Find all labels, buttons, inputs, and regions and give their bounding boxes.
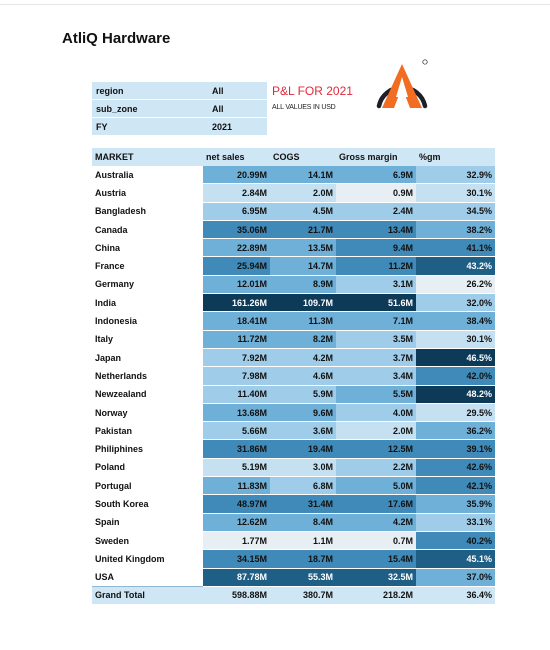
cogs-cell: 11.3M (270, 312, 336, 330)
cogs-cell: 8.2M (270, 330, 336, 348)
cogs-cell: 2.0M (270, 184, 336, 202)
net-sales-cell: 18.41M (203, 312, 270, 330)
top-divider (0, 4, 550, 5)
cogs-cell: 8.9M (270, 275, 336, 293)
net-sales-cell: 12.01M (203, 275, 270, 293)
market-cell: Canada (92, 220, 203, 238)
filter-row[interactable] (92, 82, 267, 100)
gross-margin-cell: 3.1M (336, 275, 416, 293)
cogs-cell: 4.5M (270, 202, 336, 220)
filter-value[interactable]: All (208, 82, 267, 100)
gm-pct-cell: 41.1% (416, 239, 495, 257)
cogs-cell: 14.7M (270, 257, 336, 275)
market-cell: South Korea (92, 495, 203, 513)
column-header-cogs[interactable]: COGS (270, 148, 336, 166)
gross-margin-cell: 3.5M (336, 330, 416, 348)
market-cell: France (92, 257, 203, 275)
net-sales-cell: 48.97M (203, 495, 270, 513)
atliq-logo-icon (374, 55, 430, 113)
net-sales-cell: 12.62M (203, 513, 270, 531)
table-row[interactable] (92, 166, 495, 184)
column-header-gross-margin[interactable]: Gross margin (336, 148, 416, 166)
net-sales-cell: 2.84M (203, 184, 270, 202)
table-row[interactable] (92, 239, 495, 257)
cogs-cell: 21.7M (270, 220, 336, 238)
net-sales-cell: 11.40M (203, 385, 270, 403)
gm-pct-cell: 37.0% (416, 568, 495, 586)
cogs-cell: 6.8M (270, 477, 336, 495)
gross-margin-cell: 13.4M (336, 220, 416, 238)
market-cell: Sweden (92, 531, 203, 549)
table-row[interactable] (92, 513, 495, 531)
gm-pct-cell: 29.5% (416, 403, 495, 421)
filter-value[interactable]: All (208, 100, 267, 118)
gross-margin-cell: 7.1M (336, 312, 416, 330)
gm-pct-cell: 42.1% (416, 477, 495, 495)
gm-pct-cell: 30.1% (416, 184, 495, 202)
table-row[interactable] (92, 220, 495, 238)
market-cell: Japan (92, 348, 203, 366)
gm-pct-cell: 45.1% (416, 550, 495, 568)
gross-margin-cell: 11.2M (336, 257, 416, 275)
market-cell: China (92, 239, 203, 257)
market-cell: Philiphines (92, 440, 203, 458)
gross-margin-cell: 32.5M (336, 568, 416, 586)
cogs-cell: 4.2M (270, 348, 336, 366)
cogs-cell: 5.9M (270, 385, 336, 403)
cogs-cell: 31.4M (270, 495, 336, 513)
grand-total-row (92, 586, 495, 604)
cogs-cell: 3.6M (270, 422, 336, 440)
table-row[interactable] (92, 275, 495, 293)
gross-margin-cell: 0.7M (336, 531, 416, 549)
market-cell: Poland (92, 458, 203, 476)
table-row[interactable] (92, 495, 495, 513)
market-cell: Bangladesh (92, 202, 203, 220)
net-sales-cell: 31.86M (203, 440, 270, 458)
gross-margin-cell: 2.0M (336, 422, 416, 440)
net-sales-cell: 11.83M (203, 477, 270, 495)
gross-margin-cell: 2.4M (336, 202, 416, 220)
gross-margin-cell: 12.5M (336, 440, 416, 458)
market-cell: USA (92, 568, 203, 586)
gm-pct-cell: 26.2% (416, 275, 495, 293)
cogs-cell: 3.0M (270, 458, 336, 476)
gm-pct-cell: 38.2% (416, 220, 495, 238)
filter-label: FY (92, 118, 208, 136)
net-sales-cell: 25.94M (203, 257, 270, 275)
gm-pct-cell: 48.2% (416, 385, 495, 403)
column-header-market[interactable]: MARKET (92, 148, 203, 166)
table-row[interactable] (92, 367, 495, 385)
net-sales-cell: 20.99M (203, 166, 270, 184)
table-row[interactable] (92, 403, 495, 421)
table-row[interactable] (92, 385, 495, 403)
gm-pct-cell: 42.0% (416, 367, 495, 385)
filter-row[interactable] (92, 100, 267, 118)
table-row[interactable] (92, 184, 495, 202)
market-cell: Newzealand (92, 385, 203, 403)
gross-margin-cell: 15.4M (336, 550, 416, 568)
net-sales-cell: 35.06M (203, 220, 270, 238)
gross-margin-cell: 17.6M (336, 495, 416, 513)
market-cell: Australia (92, 166, 203, 184)
table-row[interactable] (92, 440, 495, 458)
company-title: AtliQ Hardware (62, 30, 171, 47)
market-cell: Spain (92, 513, 203, 531)
cogs-cell: 19.4M (270, 440, 336, 458)
net-sales-cell: 7.98M (203, 367, 270, 385)
gm-pct-cell: 43.2% (416, 257, 495, 275)
grand-total-label: Grand Total (92, 586, 203, 604)
market-cell: Netherlands (92, 367, 203, 385)
table-row[interactable] (92, 202, 495, 220)
market-cell: Italy (92, 330, 203, 348)
table-row[interactable] (92, 458, 495, 476)
gross-margin-cell: 5.5M (336, 385, 416, 403)
column-header-net-sales[interactable]: net sales (203, 148, 270, 166)
gm-pct-cell: 39.1% (416, 440, 495, 458)
table-row[interactable] (92, 531, 495, 549)
gross-margin-cell: 2.2M (336, 458, 416, 476)
gross-margin-cell: 9.4M (336, 239, 416, 257)
market-cell: Norway (92, 403, 203, 421)
total-gross-margin: 218.2M (336, 586, 416, 604)
table-row[interactable] (92, 422, 495, 440)
cogs-cell: 55.3M (270, 568, 336, 586)
net-sales-cell: 34.15M (203, 550, 270, 568)
table-row[interactable] (92, 477, 495, 495)
net-sales-cell: 1.77M (203, 531, 270, 549)
gm-pct-cell: 46.5% (416, 348, 495, 366)
table-row[interactable] (92, 568, 495, 586)
filter-row[interactable] (92, 118, 267, 136)
net-sales-cell: 6.95M (203, 202, 270, 220)
gm-pct-cell: 35.9% (416, 495, 495, 513)
total-gm-pct: 36.4% (416, 586, 495, 604)
net-sales-cell: 7.92M (203, 348, 270, 366)
gm-pct-cell: 34.5% (416, 202, 495, 220)
gross-margin-cell: 6.9M (336, 166, 416, 184)
market-cell: Germany (92, 275, 203, 293)
cogs-cell: 109.7M (270, 294, 336, 312)
gm-pct-cell: 32.9% (416, 166, 495, 184)
gross-margin-cell: 3.4M (336, 367, 416, 385)
cogs-cell: 14.1M (270, 166, 336, 184)
cogs-cell: 1.1M (270, 531, 336, 549)
table-row[interactable] (92, 257, 495, 275)
net-sales-cell: 11.72M (203, 330, 270, 348)
gm-pct-cell: 38.4% (416, 312, 495, 330)
net-sales-cell: 161.26M (203, 294, 270, 312)
pl-subtitle: ALL VALUES IN USD (272, 104, 336, 111)
cogs-cell: 8.4M (270, 513, 336, 531)
gross-margin-cell: 5.0M (336, 477, 416, 495)
market-cell: Pakistan (92, 422, 203, 440)
table-row[interactable] (92, 550, 495, 568)
net-sales-cell: 13.68M (203, 403, 270, 421)
column-header-gm-pct[interactable]: %gm (416, 148, 495, 166)
gross-margin-cell: 0.9M (336, 184, 416, 202)
market-cell: India (92, 294, 203, 312)
gm-pct-cell: 32.0% (416, 294, 495, 312)
net-sales-cell: 5.66M (203, 422, 270, 440)
filter-panel (92, 82, 267, 136)
market-cell: Austria (92, 184, 203, 202)
gross-margin-cell: 4.2M (336, 513, 416, 531)
gross-margin-cell: 3.7M (336, 348, 416, 366)
market-cell: Indonesia (92, 312, 203, 330)
pl-title: P&L FOR 2021 (272, 84, 353, 98)
table-row[interactable] (92, 294, 495, 312)
gm-pct-cell: 40.2% (416, 531, 495, 549)
filter-label: region (92, 82, 208, 100)
table-row[interactable] (92, 312, 495, 330)
gm-pct-cell: 36.2% (416, 422, 495, 440)
gm-pct-cell: 33.1% (416, 513, 495, 531)
table-row[interactable] (92, 348, 495, 366)
market-cell: United Kingdom (92, 550, 203, 568)
cogs-cell: 13.5M (270, 239, 336, 257)
net-sales-cell: 87.78M (203, 568, 270, 586)
table-header-row (92, 148, 495, 166)
filter-value[interactable]: 2021 (208, 118, 267, 136)
gross-margin-cell: 51.6M (336, 294, 416, 312)
net-sales-cell: 5.19M (203, 458, 270, 476)
gm-pct-cell: 30.1% (416, 330, 495, 348)
table-row[interactable] (92, 330, 495, 348)
gross-margin-cell: 4.0M (336, 403, 416, 421)
total-cogs: 380.7M (270, 586, 336, 604)
market-cell: Portugal (92, 477, 203, 495)
net-sales-cell: 22.89M (203, 239, 270, 257)
cogs-cell: 18.7M (270, 550, 336, 568)
pl-table (92, 148, 495, 604)
cogs-cell: 9.6M (270, 403, 336, 421)
cogs-cell: 4.6M (270, 367, 336, 385)
gm-pct-cell: 42.6% (416, 458, 495, 476)
filter-label: sub_zone (92, 100, 208, 118)
total-net-sales: 598.88M (203, 586, 270, 604)
